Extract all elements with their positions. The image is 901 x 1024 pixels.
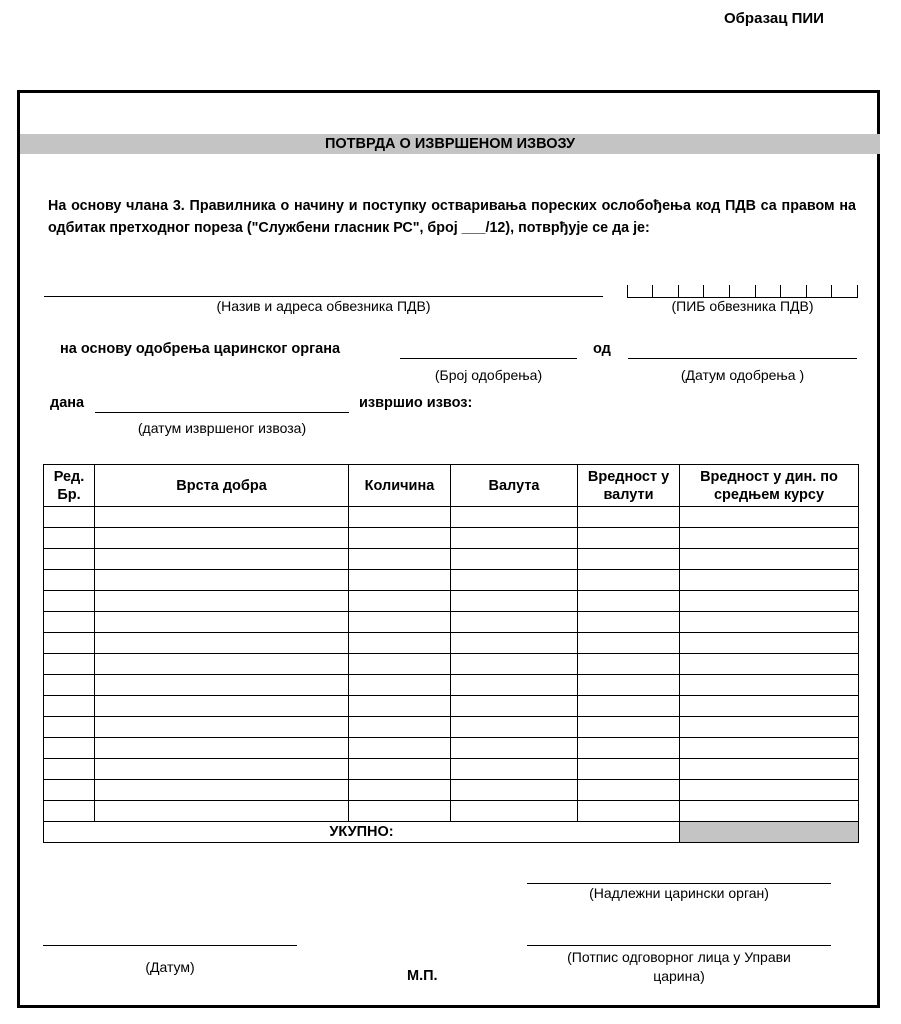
- table-cell[interactable]: [44, 591, 95, 612]
- table-row: [44, 717, 859, 738]
- approval-date-caption: (Датум одобрења ): [680, 367, 805, 383]
- export-date-field[interactable]: [95, 412, 349, 413]
- table-cell[interactable]: [451, 738, 578, 759]
- table-cell[interactable]: [95, 612, 349, 633]
- table-cell[interactable]: [44, 801, 95, 822]
- table-cell[interactable]: [680, 612, 859, 633]
- table-cell[interactable]: [451, 549, 578, 570]
- table-row: [44, 591, 859, 612]
- table-cell[interactable]: [349, 696, 451, 717]
- table-row: [44, 654, 859, 675]
- table-cell[interactable]: [349, 801, 451, 822]
- table-cell[interactable]: [680, 570, 859, 591]
- table-cell[interactable]: [578, 591, 680, 612]
- table-cell[interactable]: [349, 675, 451, 696]
- table-cell[interactable]: [680, 507, 859, 528]
- table-cell[interactable]: [680, 759, 859, 780]
- table-cell[interactable]: [680, 549, 859, 570]
- table-cell[interactable]: [44, 696, 95, 717]
- table-cell[interactable]: [578, 717, 680, 738]
- column-header-goods-type: Врста добра: [95, 465, 349, 507]
- column-header-currency: Валута: [451, 465, 578, 507]
- table-cell[interactable]: [95, 696, 349, 717]
- export-day-label: дана: [50, 395, 85, 411]
- table-cell[interactable]: [578, 654, 680, 675]
- pib-divider: [780, 285, 781, 298]
- table-cell[interactable]: [44, 549, 95, 570]
- goods-table: [43, 464, 859, 843]
- table-cell[interactable]: [44, 759, 95, 780]
- approval-number-caption: (Број одобрења): [434, 367, 543, 383]
- table-cell[interactable]: [44, 738, 95, 759]
- table-cell[interactable]: [95, 507, 349, 528]
- table-cell[interactable]: [44, 528, 95, 549]
- table-cell[interactable]: [578, 759, 680, 780]
- table-cell[interactable]: [95, 549, 349, 570]
- pib-divider: [755, 285, 756, 298]
- table-cell[interactable]: [680, 801, 859, 822]
- table-row: [44, 570, 859, 591]
- column-header-row-number: Ред. Бр.: [44, 465, 95, 507]
- column-header-quantity: Количина: [349, 465, 451, 507]
- table-cell[interactable]: [349, 738, 451, 759]
- signature-field[interactable]: [527, 945, 831, 946]
- table-cell[interactable]: [451, 654, 578, 675]
- total-value-cell: [680, 822, 859, 843]
- table-row: [44, 759, 859, 780]
- pib-divider: [627, 285, 628, 298]
- table-cell[interactable]: [349, 654, 451, 675]
- table-cell[interactable]: [349, 507, 451, 528]
- export-performed-label: извршио извоз:: [359, 395, 473, 411]
- total-label: УКУПНО:: [44, 822, 680, 843]
- document-title: ПОТВРДА О ИЗВРШЕНОМ ИЗВОЗУ: [20, 134, 880, 154]
- table-cell[interactable]: [44, 654, 95, 675]
- pib-divider: [678, 285, 679, 298]
- table-cell[interactable]: [578, 528, 680, 549]
- table-cell[interactable]: [95, 717, 349, 738]
- table-cell[interactable]: [578, 696, 680, 717]
- table-cell[interactable]: [578, 549, 680, 570]
- customs-authority-field[interactable]: [527, 883, 831, 884]
- pib-divider: [703, 285, 704, 298]
- taxpayer-name-field[interactable]: [44, 296, 603, 297]
- table-cell[interactable]: [349, 591, 451, 612]
- export-date-caption: (датум извршеног извоза): [137, 420, 307, 436]
- table-cell[interactable]: [578, 675, 680, 696]
- pib-divider: [857, 285, 858, 298]
- table-cell[interactable]: [95, 633, 349, 654]
- table-cell[interactable]: [451, 507, 578, 528]
- table-cell[interactable]: [451, 780, 578, 801]
- table-row: [44, 507, 859, 528]
- table-row: [44, 528, 859, 549]
- table-cell[interactable]: [44, 507, 95, 528]
- table-row: [44, 633, 859, 654]
- table-cell[interactable]: [349, 549, 451, 570]
- table-cell[interactable]: [44, 612, 95, 633]
- table-total-row: [44, 822, 859, 843]
- table-cell[interactable]: [451, 612, 578, 633]
- table-cell[interactable]: [95, 570, 349, 591]
- pib-divider: [831, 285, 832, 298]
- table-cell[interactable]: [349, 633, 451, 654]
- table-cell[interactable]: [680, 717, 859, 738]
- table-cell[interactable]: [680, 780, 859, 801]
- intro-paragraph: На основу члана 3. Правилника о начину и поступку остваривања пореских ослобођења код ПДВ са правом на одбитак претходног пореза ("Службени гласник РС", број ___/12), потврђује се да је:: [48, 198, 856, 236]
- approval-number-field[interactable]: [400, 358, 577, 359]
- table-cell[interactable]: [349, 612, 451, 633]
- table-cell[interactable]: [349, 528, 451, 549]
- table-cell[interactable]: [44, 633, 95, 654]
- pib-divider: [652, 285, 653, 298]
- table-cell[interactable]: [349, 570, 451, 591]
- table-cell[interactable]: [349, 780, 451, 801]
- table-cell[interactable]: [349, 717, 451, 738]
- customs-authority-caption: (Надлежни царински орган): [589, 885, 769, 901]
- table-row: [44, 675, 859, 696]
- taxpayer-name-caption: (Назив и адреса обвезника ПДВ): [216, 298, 431, 314]
- signature-caption: (Потпис одговорног лица у Управи царина): [567, 949, 791, 984]
- table-row: [44, 612, 859, 633]
- table-cell[interactable]: [578, 570, 680, 591]
- pib-divider: [729, 285, 730, 298]
- table-cell[interactable]: [95, 801, 349, 822]
- table-row: [44, 780, 859, 801]
- table-cell[interactable]: [44, 717, 95, 738]
- table-cell[interactable]: [44, 570, 95, 591]
- table-cell[interactable]: [680, 696, 859, 717]
- footer-date-field[interactable]: [43, 945, 297, 946]
- table-cell[interactable]: [95, 528, 349, 549]
- table-cell[interactable]: [95, 675, 349, 696]
- table-cell[interactable]: [451, 696, 578, 717]
- table-cell[interactable]: [578, 507, 680, 528]
- approval-from-label: од: [593, 341, 611, 357]
- table-cell[interactable]: [578, 612, 680, 633]
- table-cell[interactable]: [451, 528, 578, 549]
- table-cell[interactable]: [349, 759, 451, 780]
- table-cell[interactable]: [95, 591, 349, 612]
- table-cell[interactable]: [578, 738, 680, 759]
- pib-divider: [806, 285, 807, 298]
- table-cell[interactable]: [451, 759, 578, 780]
- table-cell[interactable]: [44, 675, 95, 696]
- form-code: Образац ПИИ: [724, 10, 824, 27]
- column-header-value-dinar: Вредност у дин. по средњем курсу: [680, 465, 859, 507]
- table-cell[interactable]: [451, 801, 578, 822]
- table-cell[interactable]: [451, 570, 578, 591]
- pib-field[interactable]: [627, 284, 858, 298]
- table-cell[interactable]: [95, 654, 349, 675]
- table-header-row: [44, 465, 859, 507]
- table-cell[interactable]: [451, 633, 578, 654]
- table-cell[interactable]: [578, 801, 680, 822]
- table-cell[interactable]: [680, 591, 859, 612]
- table-row: [44, 738, 859, 759]
- approval-label: на основу одобрења царинског органа: [60, 341, 341, 357]
- table-cell[interactable]: [451, 591, 578, 612]
- table-cell[interactable]: [95, 738, 349, 759]
- table-cell[interactable]: [578, 633, 680, 654]
- table-cell[interactable]: [451, 717, 578, 738]
- table-cell[interactable]: [95, 759, 349, 780]
- table-cell[interactable]: [680, 738, 859, 759]
- pib-caption: (ПИБ обвезника ПДВ): [671, 298, 814, 314]
- table-cell[interactable]: [578, 780, 680, 801]
- table-cell[interactable]: [680, 633, 859, 654]
- table-row: [44, 696, 859, 717]
- approval-date-field[interactable]: [628, 358, 857, 359]
- table-cell[interactable]: [451, 675, 578, 696]
- table-cell[interactable]: [680, 675, 859, 696]
- stamp-label: М.П.: [407, 968, 438, 984]
- table-cell[interactable]: [44, 780, 95, 801]
- table-cell[interactable]: [680, 654, 859, 675]
- column-header-value-currency: Вредност у валути: [578, 465, 680, 507]
- footer-date-caption: (Датум): [145, 959, 195, 975]
- table-row: [44, 549, 859, 570]
- table-cell[interactable]: [95, 780, 349, 801]
- table-cell[interactable]: [680, 528, 859, 549]
- table-row: [44, 801, 859, 822]
